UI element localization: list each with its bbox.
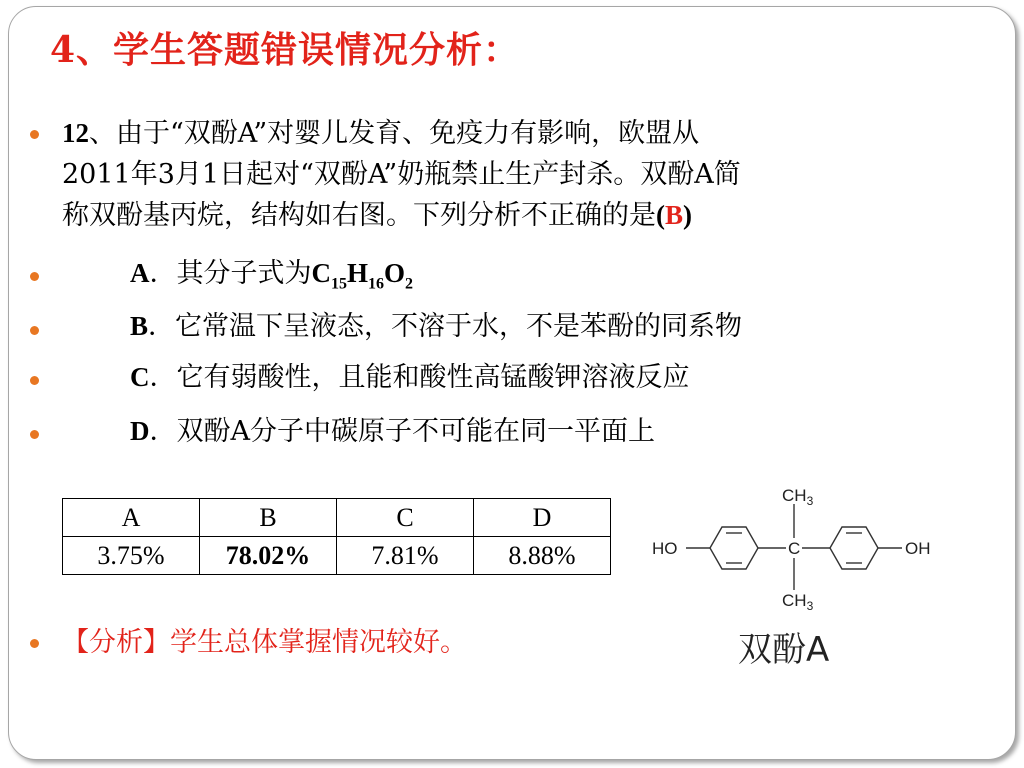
table-cell: 7.81% <box>337 537 474 575</box>
answer-stats-table <box>62 498 611 575</box>
option-b <box>130 306 742 347</box>
top-methyl-label: $CH_3$ <box>782 486 814 508</box>
paren-close: ) <box>683 200 693 230</box>
table-cell: 3.75% <box>63 537 200 575</box>
option-text: ．其分子式为 <box>149 258 312 289</box>
option-text: ．它有弱酸性，且能和酸性高锰酸钾溶液反应 <box>149 362 690 393</box>
table-cell-highlight: 78.02% <box>200 537 337 575</box>
option-text: ．它常温下呈液态，不溶于水，不是苯酚的同系物 <box>148 311 743 342</box>
correct-answer: B <box>665 200 684 230</box>
question-line-2 <box>62 154 741 195</box>
table-row <box>63 537 611 575</box>
option-label: B <box>130 311 149 341</box>
bisphenol-a-structure <box>640 478 950 618</box>
option-a <box>130 253 413 304</box>
option-label: C <box>130 362 150 392</box>
question-text-1: 、由于“双酚A”对婴儿发育、免疫力有影响，欧盟从 <box>89 118 700 149</box>
paren-open: ( <box>656 200 665 230</box>
option-d <box>130 411 655 452</box>
question-line-1 <box>62 113 699 154</box>
option-c <box>130 357 690 398</box>
table-cell: 8.88% <box>474 537 611 575</box>
table-header-cell: D <box>474 499 611 537</box>
ho-label: HO <box>652 539 678 558</box>
question-text-3: 称双酚基丙烷，结构如右图。下列分析不正确的是 <box>62 200 656 231</box>
option-label: D <box>130 416 150 446</box>
structure-caption: 双酚A <box>738 630 830 670</box>
analysis-text: 【分析】学生总体掌握情况较好。 <box>62 627 467 658</box>
slide-title: 4、学生答题错误情况分析： <box>50 29 521 71</box>
bullet-dot <box>30 430 39 439</box>
question-number: 12 <box>62 118 89 148</box>
molecular-formula: $C_{15}H_{16}O_2$ <box>311 258 414 293</box>
bullet-dot <box>30 376 39 385</box>
question-text-2: 2011年3月1日起对“双酚A”奶瓶禁止生产封杀。双酚A简 <box>62 159 741 190</box>
table-header-cell: A <box>63 499 200 537</box>
table-header-cell: C <box>337 499 474 537</box>
bullet-dot <box>30 130 39 139</box>
bottom-methyl-label: $CH_3$ <box>782 591 814 613</box>
bullet-dot <box>30 639 39 648</box>
bullet-dot <box>30 326 39 335</box>
bullet-dot <box>30 272 39 281</box>
table-header-row <box>63 499 611 537</box>
oh-label: OH <box>905 539 931 558</box>
option-label: A <box>130 258 150 288</box>
question-line-3 <box>62 195 692 236</box>
option-text: ．双酚A分子中碳原子不可能在同一平面上 <box>149 416 655 447</box>
table-header-cell: B <box>200 499 337 537</box>
center-carbon-label: C <box>788 539 801 558</box>
